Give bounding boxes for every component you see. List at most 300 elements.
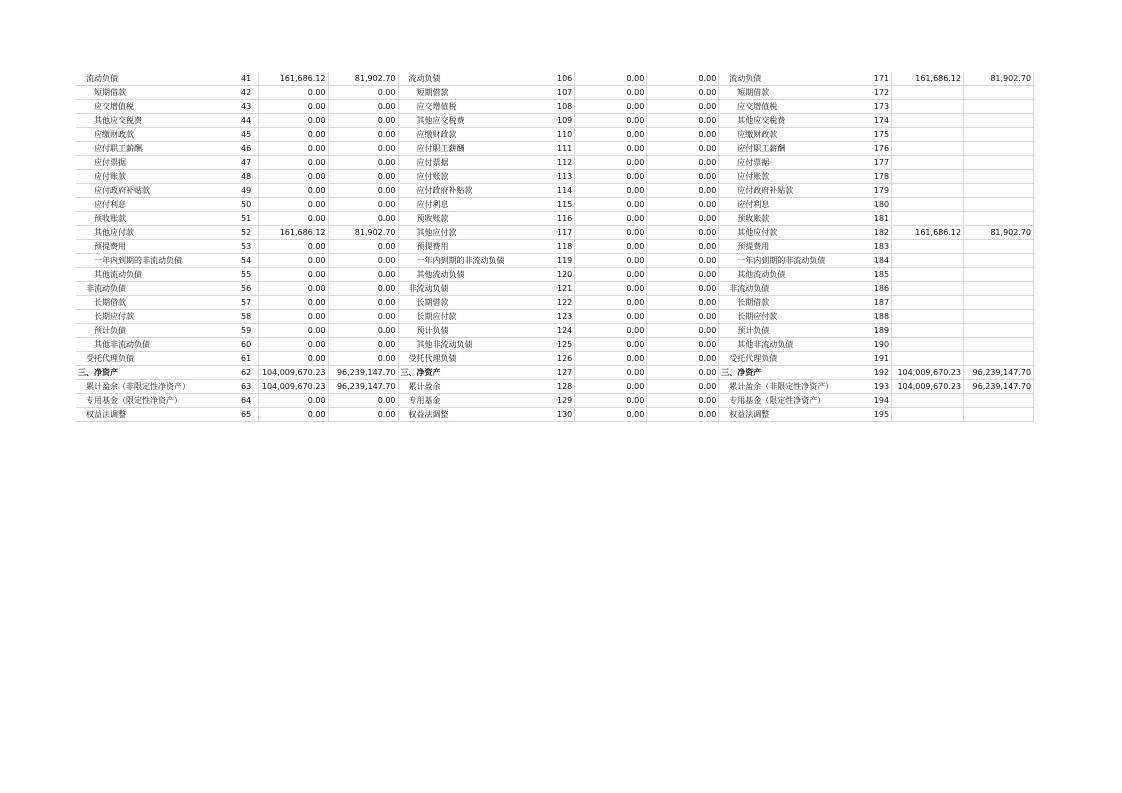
item-name-3: 长期应付款 (719, 310, 869, 324)
item-name: 其他应交税费 (76, 114, 236, 128)
line-no-2: 127 (552, 366, 575, 380)
item-name-2: 其他非流动负债 (398, 338, 552, 352)
current-amount-2: 0.00 (575, 240, 647, 254)
table-row (76, 226, 1034, 240)
current-amount-3 (892, 268, 964, 282)
line-no-3: 189 (869, 324, 892, 338)
line-no-2: 110 (552, 128, 575, 142)
current-amount: 104,009,670.23 (258, 380, 328, 394)
prior-amount-3 (964, 198, 1034, 212)
prior-amount: 0.00 (328, 142, 398, 156)
current-amount-3 (892, 240, 964, 254)
item-name: 应付职工薪酬 (76, 142, 236, 156)
prior-amount: 0.00 (328, 296, 398, 310)
item-name-2: 预计负债 (398, 324, 552, 338)
prior-amount-3 (964, 310, 1034, 324)
prior-amount: 0.00 (328, 156, 398, 170)
line-no-3: 179 (869, 184, 892, 198)
prior-amount: 0.00 (328, 324, 398, 338)
table-row (76, 296, 1034, 310)
item-name: 预计负债 (76, 324, 236, 338)
prior-amount-2: 0.00 (647, 324, 719, 338)
current-amount: 0.00 (258, 184, 328, 198)
item-name-2: 权益法调整 (398, 408, 552, 422)
current-amount: 0.00 (258, 100, 328, 114)
prior-amount-3: 96,239,147.70 (964, 366, 1034, 380)
current-amount: 0.00 (258, 268, 328, 282)
current-amount-3 (892, 212, 964, 226)
item-name-2: 应付职工薪酬 (398, 142, 552, 156)
item-name-3: 应付利息 (719, 198, 869, 212)
line-no-3: 183 (869, 240, 892, 254)
line-no: 50 (236, 198, 258, 212)
item-name-3: 应付职工薪酬 (719, 142, 869, 156)
prior-amount: 0.00 (328, 282, 398, 296)
item-name-2: 长期借款 (398, 296, 552, 310)
item-name-2: 预提费用 (398, 240, 552, 254)
table-row (76, 128, 1034, 142)
line-no-2: 130 (552, 408, 575, 422)
table-row (76, 366, 1034, 380)
item-name-3: 预计负债 (719, 324, 869, 338)
item-name-3: 其他流动负债 (719, 268, 869, 282)
prior-amount: 0.00 (328, 254, 398, 268)
current-amount-2: 0.00 (575, 338, 647, 352)
prior-amount-3 (964, 100, 1034, 114)
table-row (76, 408, 1034, 422)
current-amount: 0.00 (258, 198, 328, 212)
item-name-2: 短期借款 (398, 86, 552, 100)
line-no: 52 (236, 226, 258, 240)
table-row (76, 254, 1034, 268)
line-no-2: 112 (552, 156, 575, 170)
table-row (76, 212, 1034, 226)
item-name: 流动负债 (76, 72, 236, 86)
prior-amount-3 (964, 212, 1034, 226)
line-no: 43 (236, 100, 258, 114)
current-amount: 0.00 (258, 254, 328, 268)
current-amount-2: 0.00 (575, 296, 647, 310)
prior-amount: 81,902.70 (328, 226, 398, 240)
prior-amount: 81,902.70 (328, 72, 398, 86)
line-no: 53 (236, 240, 258, 254)
prior-amount-2: 0.00 (647, 240, 719, 254)
table-row (76, 240, 1034, 254)
current-amount-3 (892, 352, 964, 366)
prior-amount-3 (964, 114, 1034, 128)
current-amount-3 (892, 100, 964, 114)
item-name-3: 其他应付款 (719, 226, 869, 240)
item-name-3: 累计盈余（非限定性净资产） (719, 380, 869, 394)
line-no-3: 180 (869, 198, 892, 212)
line-no-3: 187 (869, 296, 892, 310)
line-no-3: 171 (869, 72, 892, 86)
item-name-2: 其他应交税费 (398, 114, 552, 128)
line-no: 64 (236, 394, 258, 408)
current-amount-3 (892, 254, 964, 268)
current-amount-3 (892, 408, 964, 422)
line-no: 62 (236, 366, 258, 380)
balance-sheet-table (76, 72, 1034, 422)
line-no-3: 182 (869, 226, 892, 240)
prior-amount-3: 96,239,147.70 (964, 380, 1034, 394)
line-no: 65 (236, 408, 258, 422)
current-amount-3 (892, 170, 964, 184)
current-amount-2: 0.00 (575, 100, 647, 114)
prior-amount: 0.00 (328, 394, 398, 408)
line-no: 51 (236, 212, 258, 226)
current-amount-3: 161,686.12 (892, 72, 964, 86)
current-amount: 0.00 (258, 212, 328, 226)
table-row (76, 142, 1034, 156)
line-no-2: 117 (552, 226, 575, 240)
current-amount: 0.00 (258, 324, 328, 338)
prior-amount-2: 0.00 (647, 226, 719, 240)
item-name: 其他应付款 (76, 226, 236, 240)
prior-amount-3 (964, 184, 1034, 198)
line-no-2: 121 (552, 282, 575, 296)
prior-amount-2: 0.00 (647, 86, 719, 100)
table-row (76, 380, 1034, 394)
table-row (76, 198, 1034, 212)
item-name: 其他流动负债 (76, 268, 236, 282)
item-name-2: 应付利息 (398, 198, 552, 212)
line-no-3: 176 (869, 142, 892, 156)
item-name: 预收账款 (76, 212, 236, 226)
item-name-2: 应付政府补贴款 (398, 184, 552, 198)
line-no-3: 177 (869, 156, 892, 170)
line-no-3: 193 (869, 380, 892, 394)
prior-amount-2: 0.00 (647, 212, 719, 226)
item-name: 长期借款 (76, 296, 236, 310)
item-name-2: 其他应付款 (398, 226, 552, 240)
current-amount-3: 161,686.12 (892, 226, 964, 240)
prior-amount: 96,239,147.70 (328, 366, 398, 380)
line-no-2: 109 (552, 114, 575, 128)
current-amount-2: 0.00 (575, 380, 647, 394)
current-amount: 0.00 (258, 114, 328, 128)
prior-amount-2: 0.00 (647, 114, 719, 128)
current-amount-3 (892, 142, 964, 156)
item-name-2: 其他流动负债 (398, 268, 552, 282)
current-amount-2: 0.00 (575, 352, 647, 366)
table-row (76, 72, 1034, 86)
item-name-3: 非流动负债 (719, 282, 869, 296)
item-name-3: 应付票据 (719, 156, 869, 170)
line-no-3: 184 (869, 254, 892, 268)
item-name-3: 应付政府补贴款 (719, 184, 869, 198)
prior-amount: 0.00 (328, 212, 398, 226)
current-amount-3: 104,009,670.23 (892, 366, 964, 380)
item-name-3: 专用基金（限定性净资产） (719, 394, 869, 408)
line-no: 57 (236, 296, 258, 310)
prior-amount: 96,239,147.70 (328, 380, 398, 394)
current-amount-2: 0.00 (575, 128, 647, 142)
line-no-3: 174 (869, 114, 892, 128)
table-row (76, 352, 1034, 366)
current-amount-3 (892, 128, 964, 142)
line-no-3: 181 (869, 212, 892, 226)
line-no: 58 (236, 310, 258, 324)
current-amount: 0.00 (258, 170, 328, 184)
current-amount-3 (892, 184, 964, 198)
current-amount-3 (892, 198, 964, 212)
item-name: 应付票据 (76, 156, 236, 170)
current-amount-3 (892, 324, 964, 338)
item-name: 应付账款 (76, 170, 236, 184)
item-name-3: 其他非流动负债 (719, 338, 869, 352)
line-no-2: 106 (552, 72, 575, 86)
prior-amount-3 (964, 408, 1034, 422)
item-name: 应缴财政款 (76, 128, 236, 142)
line-no-2: 119 (552, 254, 575, 268)
item-name: 预提费用 (76, 240, 236, 254)
item-name-2: 流动负债 (398, 72, 552, 86)
item-name-2: 累计盈余 (398, 380, 552, 394)
prior-amount-3 (964, 240, 1034, 254)
item-name-3: 应交增值税 (719, 100, 869, 114)
prior-amount-2: 0.00 (647, 366, 719, 380)
line-no: 60 (236, 338, 258, 352)
current-amount-2: 0.00 (575, 268, 647, 282)
current-amount-3 (892, 86, 964, 100)
table-row (76, 170, 1034, 184)
current-amount-2: 0.00 (575, 184, 647, 198)
prior-amount-3 (964, 352, 1034, 366)
line-no-3: 190 (869, 338, 892, 352)
current-amount-2: 0.00 (575, 254, 647, 268)
prior-amount-3 (964, 268, 1034, 282)
line-no: 63 (236, 380, 258, 394)
prior-amount-2: 0.00 (647, 296, 719, 310)
prior-amount-3 (964, 254, 1034, 268)
current-amount-2: 0.00 (575, 282, 647, 296)
current-amount-3 (892, 338, 964, 352)
current-amount-2: 0.00 (575, 114, 647, 128)
current-amount-2: 0.00 (575, 72, 647, 86)
prior-amount-2: 0.00 (647, 352, 719, 366)
table-row (76, 338, 1034, 352)
prior-amount-2: 0.00 (647, 282, 719, 296)
item-name-2: 受托代理负债 (398, 352, 552, 366)
line-no-3: 186 (869, 282, 892, 296)
line-no-3: 175 (869, 128, 892, 142)
item-name: 三、净资产 (76, 366, 236, 380)
item-name: 短期借款 (76, 86, 236, 100)
current-amount: 0.00 (258, 338, 328, 352)
prior-amount-2: 0.00 (647, 128, 719, 142)
item-name-3: 三、净资产 (719, 366, 869, 380)
item-name: 累计盈余（非限定性净资产） (76, 380, 236, 394)
item-name-3: 流动负债 (719, 72, 869, 86)
table-row (76, 268, 1034, 282)
item-name-2: 应缴财政款 (398, 128, 552, 142)
prior-amount-3 (964, 142, 1034, 156)
current-amount: 161,686.12 (258, 72, 328, 86)
prior-amount-3 (964, 170, 1034, 184)
prior-amount: 0.00 (328, 198, 398, 212)
prior-amount-2: 0.00 (647, 170, 719, 184)
prior-amount-3 (964, 156, 1034, 170)
line-no-2: 120 (552, 268, 575, 282)
item-name-2: 非流动负债 (398, 282, 552, 296)
line-no-3: 178 (869, 170, 892, 184)
current-amount-3 (892, 114, 964, 128)
prior-amount: 0.00 (328, 170, 398, 184)
table-row (76, 394, 1034, 408)
table-row (76, 282, 1034, 296)
prior-amount: 0.00 (328, 86, 398, 100)
current-amount: 0.00 (258, 282, 328, 296)
prior-amount-3 (964, 86, 1034, 100)
line-no-3: 188 (869, 310, 892, 324)
item-name-2: 三、净资产 (398, 366, 552, 380)
line-no: 44 (236, 114, 258, 128)
prior-amount-2: 0.00 (647, 380, 719, 394)
prior-amount-2: 0.00 (647, 268, 719, 282)
line-no-2: 124 (552, 324, 575, 338)
line-no-2: 118 (552, 240, 575, 254)
item-name: 应付政府补贴款 (76, 184, 236, 198)
prior-amount: 0.00 (328, 268, 398, 282)
prior-amount-2: 0.00 (647, 72, 719, 86)
prior-amount-2: 0.00 (647, 198, 719, 212)
prior-amount: 0.00 (328, 184, 398, 198)
line-no-2: 107 (552, 86, 575, 100)
table-row (76, 324, 1034, 338)
prior-amount-3 (964, 128, 1034, 142)
line-no: 54 (236, 254, 258, 268)
line-no-2: 115 (552, 198, 575, 212)
prior-amount: 0.00 (328, 240, 398, 254)
table-row (76, 100, 1034, 114)
current-amount: 0.00 (258, 142, 328, 156)
table-row (76, 86, 1034, 100)
current-amount-2: 0.00 (575, 226, 647, 240)
line-no-2: 129 (552, 394, 575, 408)
item-name-3: 一年内到期的非流动负债 (719, 254, 869, 268)
prior-amount-2: 0.00 (647, 408, 719, 422)
current-amount-2: 0.00 (575, 212, 647, 226)
line-no: 56 (236, 282, 258, 296)
current-amount-3 (892, 282, 964, 296)
line-no-2: 108 (552, 100, 575, 114)
current-amount-2: 0.00 (575, 170, 647, 184)
current-amount-3 (892, 296, 964, 310)
item-name-2: 应付账款 (398, 170, 552, 184)
current-amount: 104,009,670.23 (258, 366, 328, 380)
current-amount-2: 0.00 (575, 198, 647, 212)
prior-amount-2: 0.00 (647, 394, 719, 408)
item-name-3: 预收账款 (719, 212, 869, 226)
line-no-3: 194 (869, 394, 892, 408)
prior-amount-2: 0.00 (647, 142, 719, 156)
line-no: 42 (236, 86, 258, 100)
line-no: 45 (236, 128, 258, 142)
prior-amount-3: 81,902.70 (964, 72, 1034, 86)
current-amount-3 (892, 156, 964, 170)
prior-amount-2: 0.00 (647, 156, 719, 170)
current-amount: 0.00 (258, 310, 328, 324)
item-name: 受托代理负债 (76, 352, 236, 366)
line-no-3: 195 (869, 408, 892, 422)
line-no-2: 128 (552, 380, 575, 394)
line-no: 41 (236, 72, 258, 86)
line-no-3: 173 (869, 100, 892, 114)
current-amount-2: 0.00 (575, 310, 647, 324)
line-no: 59 (236, 324, 258, 338)
item-name-2: 长期应付款 (398, 310, 552, 324)
table-row (76, 114, 1034, 128)
item-name-3: 应缴财政款 (719, 128, 869, 142)
prior-amount: 0.00 (328, 310, 398, 324)
current-amount: 0.00 (258, 128, 328, 142)
current-amount-2: 0.00 (575, 394, 647, 408)
item-name-3: 长期借款 (719, 296, 869, 310)
table-row (76, 184, 1034, 198)
current-amount: 0.00 (258, 394, 328, 408)
item-name-3: 其他应交税费 (719, 114, 869, 128)
prior-amount-3 (964, 282, 1034, 296)
current-amount-3 (892, 394, 964, 408)
current-amount-2: 0.00 (575, 324, 647, 338)
line-no-2: 111 (552, 142, 575, 156)
item-name: 一年内到期的非流动负债 (76, 254, 236, 268)
item-name: 长期应付款 (76, 310, 236, 324)
item-name: 权益法调整 (76, 408, 236, 422)
line-no-3: 192 (869, 366, 892, 380)
table-row (76, 310, 1034, 324)
line-no: 61 (236, 352, 258, 366)
prior-amount-2: 0.00 (647, 254, 719, 268)
line-no-3: 185 (869, 268, 892, 282)
item-name: 其他非流动负债 (76, 338, 236, 352)
line-no-3: 191 (869, 352, 892, 366)
line-no-2: 125 (552, 338, 575, 352)
prior-amount-3 (964, 394, 1034, 408)
prior-amount-3: 81,902.70 (964, 226, 1034, 240)
item-name: 应交增值税 (76, 100, 236, 114)
prior-amount-2: 0.00 (647, 184, 719, 198)
line-no-3: 172 (869, 86, 892, 100)
current-amount: 0.00 (258, 240, 328, 254)
item-name-3: 受托代理负债 (719, 352, 869, 366)
prior-amount: 0.00 (328, 128, 398, 142)
current-amount-2: 0.00 (575, 142, 647, 156)
item-name-2: 一年内到期的非流动负债 (398, 254, 552, 268)
item-name-3: 应付账款 (719, 170, 869, 184)
line-no-2: 113 (552, 170, 575, 184)
prior-amount-2: 0.00 (647, 100, 719, 114)
prior-amount-2: 0.00 (647, 338, 719, 352)
item-name-2: 专用基金 (398, 394, 552, 408)
prior-amount: 0.00 (328, 100, 398, 114)
prior-amount: 0.00 (328, 352, 398, 366)
current-amount-3: 104,009,670.23 (892, 380, 964, 394)
line-no: 55 (236, 268, 258, 282)
prior-amount: 0.00 (328, 408, 398, 422)
prior-amount: 0.00 (328, 338, 398, 352)
current-amount-2: 0.00 (575, 86, 647, 100)
item-name-3: 短期借款 (719, 86, 869, 100)
item-name: 专用基金（限定性净资产） (76, 394, 236, 408)
line-no: 46 (236, 142, 258, 156)
prior-amount: 0.00 (328, 114, 398, 128)
item-name-3: 预提费用 (719, 240, 869, 254)
current-amount-2: 0.00 (575, 156, 647, 170)
item-name-3: 权益法调整 (719, 408, 869, 422)
current-amount: 0.00 (258, 408, 328, 422)
